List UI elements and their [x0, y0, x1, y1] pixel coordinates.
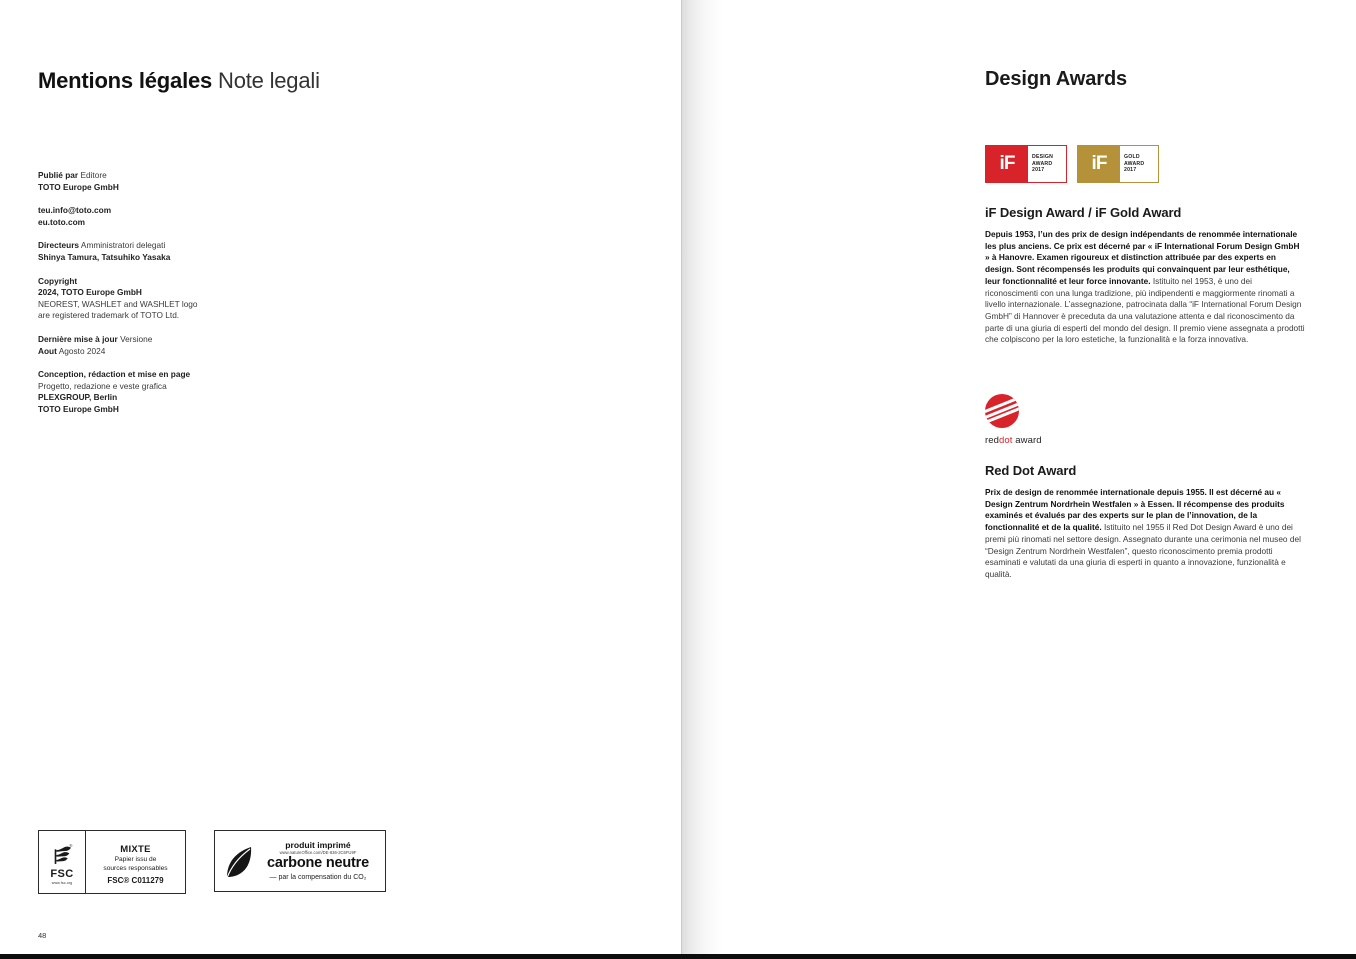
imprint-block-contact — [38, 205, 368, 228]
red-dot-word-award: award — [1012, 435, 1042, 447]
if-award-logos — [985, 145, 1305, 183]
imprint-publisher-name: TOTO Europe GmbH — [38, 181, 119, 192]
imprint-label-publisher-it: Editore — [80, 170, 107, 180]
carbon-bottom-label: — par la compensation du CO₂ — [269, 873, 367, 881]
if-design-award-line-3: 2017 — [1032, 167, 1045, 174]
carbon-top-label: produit imprimé — [285, 840, 351, 850]
imprint-label-directors-it: Amministratori delegati — [80, 240, 166, 251]
imprint-label-directors-fr: Directeurs — [38, 240, 80, 251]
imprint-label-update-fr: Dernière mise à jour — [38, 333, 118, 344]
if-award-text — [985, 229, 1305, 346]
red-dot-section — [985, 394, 1305, 581]
fsc-description-line-1: Papier issu de — [114, 856, 157, 863]
red-dot-wordmark — [985, 435, 1305, 446]
imprint-label-copyright: Copyright — [38, 275, 78, 286]
fsc-logo — [39, 831, 85, 893]
if-award-heading: iF Design Award / iF Gold Award — [985, 205, 1182, 220]
red-dot-heading: Red Dot Award — [985, 463, 1077, 479]
imprint-update-month-it: Agosto 2024 — [58, 345, 106, 356]
red-dot-text-fr: Prix de design de renommée internationale depuis 1955. Il est décerné au « Design Zentrum Nordrhein Westfalen » à Essen. Il récompense des produits examinés et évalués par des experts sur le plan de l’innovation, de la fonctionnalité et de la qualité. — [985, 487, 1285, 533]
if-gold-award-meta — [1120, 146, 1158, 182]
page-title-awards: Design Awards — [985, 68, 1128, 90]
page-number: 48 — [38, 931, 47, 940]
imprint-label-update-it: Versione — [120, 333, 153, 344]
if-design-award-line-2: AWARD — [1032, 160, 1053, 167]
imprint-website[interactable]: eu.toto.com — [38, 216, 86, 227]
imprint-label-publisher-fr: Publié par — [38, 170, 79, 180]
red-dot-word-red: red — [985, 435, 1000, 447]
red-dot-text-it: Istituito nel 1955 il Red Dot Design Award è uno dei premi più rinomati nel settore design. Assegnato durante una cerimonia nel museo del “Design Zentrum Nordrhein Westfalen”, questo riconoscimento premia prodotti esaminati e valutati da una giuria di esperti in quanto a innovazione, funzionalità e qualità. — [985, 522, 1301, 579]
fsc-description-line-2: sources responsables — [103, 865, 168, 872]
leaf-icon — [221, 841, 257, 881]
if-design-award-badge — [985, 145, 1067, 183]
imprint-block-directors — [38, 240, 368, 263]
fsc-wordmark: FSC — [50, 867, 74, 880]
fsc-url: www.fsc.org — [51, 880, 73, 885]
carbon-neutral-badge — [214, 830, 386, 892]
fsc-license-code: FSC® C011279 — [107, 876, 164, 885]
carbon-offset-url: www.natureOffice.com/DE-836-2C6FU9F — [279, 850, 357, 856]
if-gold-award-line-1: GOLD — [1124, 154, 1140, 161]
red-dot-word-dot: dot — [999, 435, 1013, 447]
if-gold-award-badge — [1077, 145, 1159, 183]
imprint-label-design-fr: Conception, rédaction et mise en page — [38, 369, 191, 380]
imprint-copyright-holder: 2024, TOTO Europe GmbH — [38, 287, 142, 298]
if-gold-logo-mark: iF — [1078, 146, 1120, 182]
imprint-block-publisher — [38, 170, 368, 193]
if-gold-award-line-2: AWARD — [1124, 160, 1145, 167]
imprint-update-month-fr: Aout — [38, 345, 57, 356]
imprint-email[interactable]: teu.info@toto.com — [38, 205, 112, 216]
imprint-block-version — [38, 334, 368, 357]
fsc-tree-icon — [49, 842, 75, 868]
imprint-block-design — [38, 369, 368, 415]
svg-text:®: ® — [69, 842, 73, 848]
imprint-directors-names: Shinya Tamura, Tatsuhiko Yasaka — [38, 251, 171, 262]
red-dot-icon — [985, 394, 1019, 428]
if-gold-award-line-3: 2017 — [1124, 167, 1137, 174]
imprint-label-design-it: Progetto, redazione e veste grafica — [38, 380, 167, 391]
if-award-text-fr: Depuis 1953, l’un des prix de design indépendants de renommée internationale les plus anciens. Ce prix est décerné par « iF International Forum Design GmbH » à Hanovre. Examen rigoureux et distinction attribuée par des experts en design. Sont récompensés les produits qui convainquent par leur esthétique, leur fonctionnalité et leur force innovante. — [985, 229, 1300, 286]
page-title-legal — [38, 68, 320, 94]
if-design-award-line-1: DESIGN — [1032, 154, 1054, 161]
certification-logos — [38, 830, 386, 894]
imprint-body — [38, 170, 368, 416]
red-dot-stripe — [985, 401, 1019, 419]
if-award-text-it: Istituito nel 1953, è uno dei riconoscimenti con una lunga tradizione, più indipendenti e maggiormente rinomati a livello internazionale. L’assegnazione, patrocinata dalla “iF International Forum Design GmbH” di Hannover è preceduta da una valutazione attenta e dal riconoscimento da parte di una giuria di esperti del mondo del design. Il premio viene assegnata a prodotti che colpiscono per la loro estetiche, la funzionalità e la forza innovativa. — [985, 275, 1305, 345]
imprint-trademark-line-2: are registered trademark of TOTO Ltd. — [38, 310, 180, 321]
fsc-category: MIXTE — [120, 844, 151, 855]
imprint-block-copyright — [38, 276, 368, 322]
carbon-main-label: carbone neutre — [267, 855, 369, 872]
page-gutter-line — [681, 0, 682, 959]
bottom-rule — [0, 954, 1356, 959]
right-page — [681, 0, 1356, 959]
legal-title-fr: Mentions légales — [38, 68, 213, 93]
awards-content — [985, 145, 1305, 581]
red-dot-text — [985, 487, 1305, 581]
imprint-agency: PLEXGROUP, Berlin — [38, 392, 118, 403]
imprint-agency-company: TOTO Europe GmbH — [38, 403, 119, 414]
fsc-certification-badge — [38, 830, 186, 894]
imprint-trademark-line-1: NEOREST, WASHLET and WASHLET logo — [38, 298, 198, 309]
if-logo-mark: iF — [986, 146, 1028, 182]
if-design-award-meta — [1028, 146, 1066, 182]
fsc-details — [85, 831, 185, 893]
carbon-neutral-text — [257, 841, 379, 881]
legal-title-it: Note legali — [218, 68, 320, 93]
